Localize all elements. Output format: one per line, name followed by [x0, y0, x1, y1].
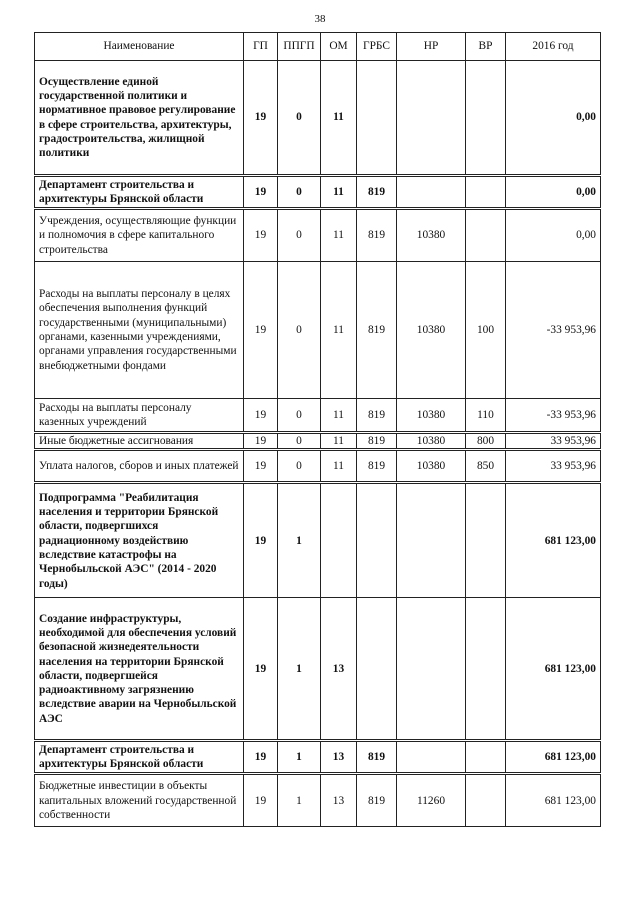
row-om: 11: [321, 433, 357, 450]
row-gp: 19: [244, 450, 278, 483]
row-vr: [466, 61, 506, 176]
row-amount: 681 123,00: [506, 483, 601, 598]
row-vr: [466, 598, 506, 741]
header-gp: ГП: [244, 33, 278, 61]
row-ppgp: 0: [278, 450, 321, 483]
header-om: ОМ: [321, 33, 357, 61]
row-gp: 19: [244, 399, 278, 433]
table-row: [35, 399, 601, 433]
table-row: [35, 209, 601, 262]
row-amount: 681 123,00: [506, 741, 601, 774]
row-gp: 19: [244, 483, 278, 598]
row-gp: 19: [244, 262, 278, 399]
row-grbs: 819: [357, 741, 397, 774]
row-nr: [397, 61, 466, 176]
row-vr: [466, 176, 506, 209]
row-vr: 800: [466, 433, 506, 450]
row-amount: 681 123,00: [506, 774, 601, 827]
row-nr: 10380: [397, 433, 466, 450]
table-row: [35, 433, 601, 450]
row-om: 11: [321, 176, 357, 209]
row-gp: 19: [244, 774, 278, 827]
row-grbs: [357, 483, 397, 598]
row-name: Расходы на выплаты персоналу казенных учреждений: [35, 399, 244, 433]
row-gp: 19: [244, 176, 278, 209]
row-ppgp: 0: [278, 262, 321, 399]
row-om: 11: [321, 262, 357, 399]
table-row: [35, 741, 601, 774]
row-ppgp: 0: [278, 399, 321, 433]
row-om: 13: [321, 741, 357, 774]
row-grbs: 819: [357, 433, 397, 450]
header-grbs: ГРБС: [357, 33, 397, 61]
table-row: [35, 774, 601, 827]
table-row: [35, 176, 601, 209]
row-vr: [466, 209, 506, 262]
row-nr: [397, 483, 466, 598]
header-row: [35, 33, 601, 61]
row-amount: -33 953,96: [506, 399, 601, 433]
row-amount: 0,00: [506, 61, 601, 176]
row-grbs: 819: [357, 774, 397, 827]
row-nr: 10380: [397, 209, 466, 262]
header-name: Наименование: [35, 33, 244, 61]
row-vr: [466, 741, 506, 774]
header-amount: 2016 год: [506, 33, 601, 61]
row-nr: [397, 598, 466, 741]
page-number: 38: [314, 13, 326, 25]
header-vr: ВР: [466, 33, 506, 61]
row-grbs: 819: [357, 209, 397, 262]
row-nr: 10380: [397, 399, 466, 433]
row-ppgp: 0: [278, 433, 321, 450]
row-name: Уплата налогов, сборов и иных платежей: [35, 450, 244, 483]
row-om: [321, 483, 357, 598]
row-vr: [466, 483, 506, 598]
table-row: [35, 598, 601, 741]
table-row: [35, 483, 601, 598]
row-grbs: 819: [357, 262, 397, 399]
budget-table: [34, 32, 601, 827]
row-ppgp: 1: [278, 598, 321, 741]
row-nr: 10380: [397, 262, 466, 399]
row-gp: 19: [244, 61, 278, 176]
row-amount: 681 123,00: [506, 598, 601, 741]
row-amount: -33 953,96: [506, 262, 601, 399]
row-name: Бюджетные инвестиции в объекты капитальных вложений государственной собственности: [35, 774, 244, 827]
row-name: Расходы на выплаты персоналу в целях обеспечения выполнения функций государственными (муниципальными) органами, казенными учреждениями, органами управления государственными внебюджетными фондами: [35, 262, 244, 399]
header-nr: НР: [397, 33, 466, 61]
row-name: Учреждения, осуществляющие функции и полномочия в сфере капитального строительства: [35, 209, 244, 262]
row-vr: 100: [466, 262, 506, 399]
row-amount: 33 953,96: [506, 450, 601, 483]
row-om: 11: [321, 209, 357, 262]
row-om: 11: [321, 450, 357, 483]
row-grbs: [357, 61, 397, 176]
row-vr: [466, 774, 506, 827]
row-ppgp: 1: [278, 774, 321, 827]
row-amount: 0,00: [506, 176, 601, 209]
row-vr: 110: [466, 399, 506, 433]
row-nr: [397, 741, 466, 774]
row-grbs: 819: [357, 450, 397, 483]
row-ppgp: 0: [278, 61, 321, 176]
row-om: 13: [321, 598, 357, 741]
row-gp: 19: [244, 598, 278, 741]
header-ppgp: ППГП: [278, 33, 321, 61]
table-row: [35, 262, 601, 399]
table-row: [35, 450, 601, 483]
row-name: Департамент строительства и архитектуры Брянской области: [35, 176, 244, 209]
row-name: Подпрограмма "Реабилитация населения и территории Брянской области, подвергшихся радиационному воздействию вследствие катастрофы на Чернобыльской АЭС" (2014 - 2020 годы): [35, 483, 244, 598]
row-om: 11: [321, 399, 357, 433]
row-ppgp: 1: [278, 741, 321, 774]
row-gp: 19: [244, 741, 278, 774]
row-ppgp: 0: [278, 209, 321, 262]
row-amount: 33 953,96: [506, 433, 601, 450]
row-vr: 850: [466, 450, 506, 483]
row-nr: 11260: [397, 774, 466, 827]
row-grbs: 819: [357, 176, 397, 209]
row-om: 11: [321, 61, 357, 176]
row-nr: [397, 176, 466, 209]
row-grbs: [357, 598, 397, 741]
row-ppgp: 1: [278, 483, 321, 598]
row-name: Создание инфраструктуры, необходимой для обеспечения условий безопасной жизнедеятельности населения на территории Брянской области, подвергшейся радиоактивному загрязнению вследствие аварии на Чернобыльской АЭС: [35, 598, 244, 741]
row-name: Департамент строительства и архитектуры Брянской области: [35, 741, 244, 774]
row-om: 13: [321, 774, 357, 827]
row-gp: 19: [244, 433, 278, 450]
row-nr: 10380: [397, 450, 466, 483]
row-gp: 19: [244, 209, 278, 262]
row-amount: 0,00: [506, 209, 601, 262]
table-row: [35, 61, 601, 176]
row-grbs: 819: [357, 399, 397, 433]
row-name: Иные бюджетные ассигнования: [35, 433, 244, 450]
row-ppgp: 0: [278, 176, 321, 209]
row-name: Осуществление единой государственной политики и нормативное правовое регулирование в сфере строительства, архитектуры, градостроительства, жилищной политики: [35, 61, 244, 176]
